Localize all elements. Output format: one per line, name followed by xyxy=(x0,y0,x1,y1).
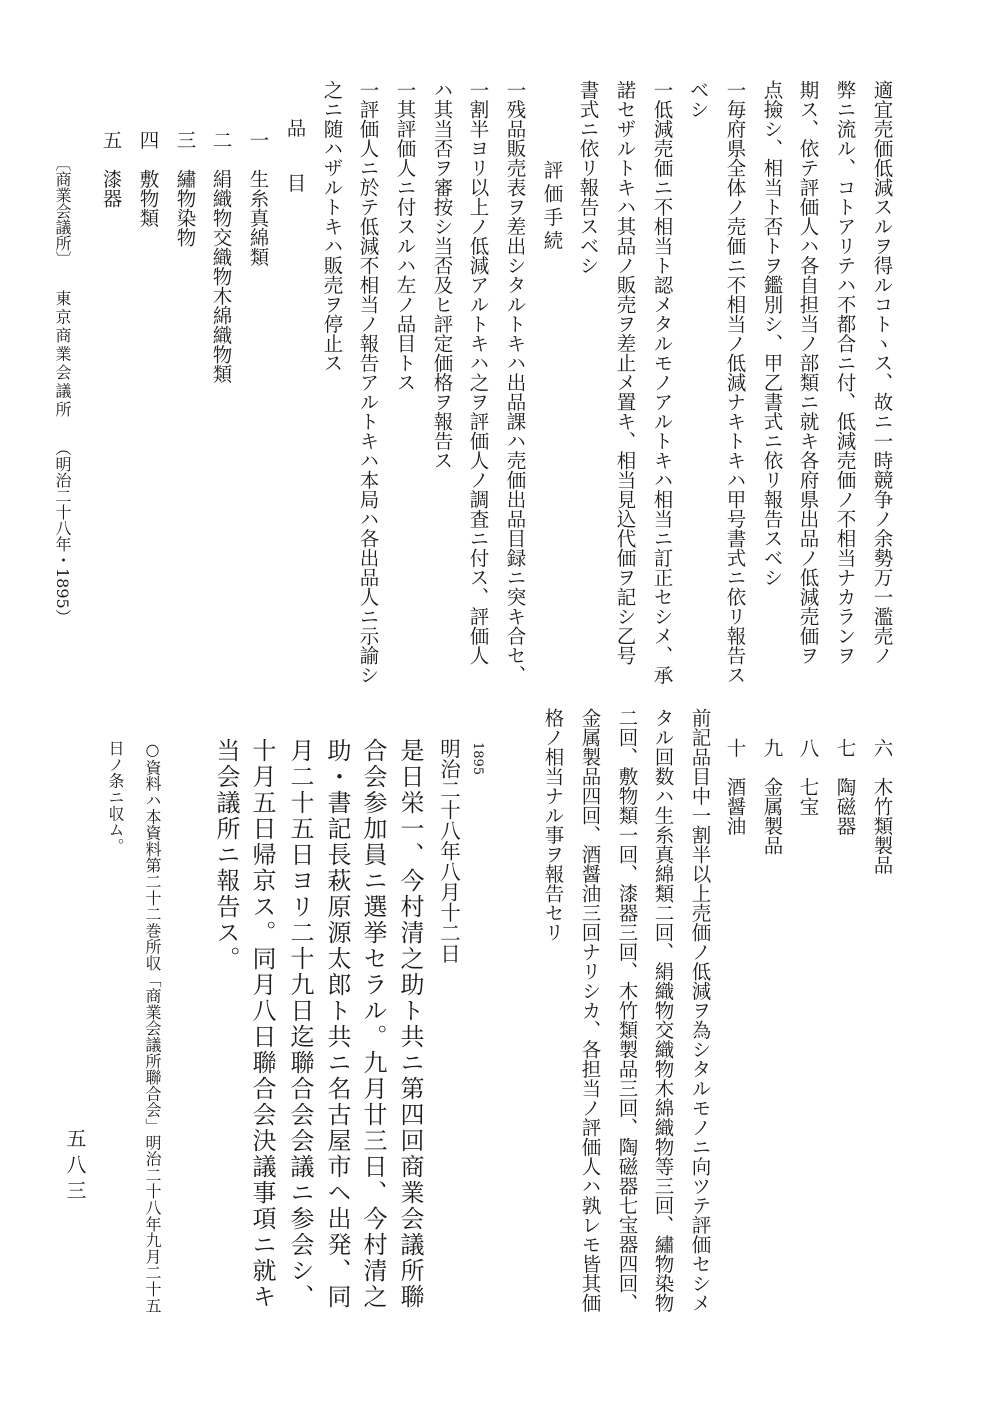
item-entry: 九 金属製品 xyxy=(760,738,784,855)
reference-line: ○資料ハ本資料第二十二巻所収「商業会議所聯合会」明治二十八年九月二十五 xyxy=(143,740,162,1314)
procedure-line: ハ其当否ヲ審按シ当否及ヒ評定価格ヲ報告ス xyxy=(430,80,454,470)
rule-line: 書式ニ依リ報告スベシ xyxy=(576,80,600,275)
procedure-line: 一其評価人ニ付スルハ左ノ品目トス xyxy=(393,80,417,392)
date-heading: 明治二十八年八月十二日 xyxy=(436,738,461,964)
procedure-line: 一割半ヨリ以上ノ低減アルトキハ之ヲ評価人ノ調査ニ付ス、評価人 xyxy=(466,80,490,665)
procedure-line: 一評価人ニ於テ低減不相当ノ報告アルトキハ本局ハ各出品人ニ示諭シ xyxy=(356,80,380,685)
item-entry: 三 繡物染物 xyxy=(173,130,197,247)
result-line: タル回数ハ生糸真綿類二回、絹織物交織物木綿織物等三回、繡物染物 xyxy=(651,708,675,1313)
entry-line: 当会議所ニ報告ス。 xyxy=(212,738,240,972)
reference-line: 日ノ条ニ収ム。 xyxy=(106,740,125,855)
item-entry: 四 敷物類 xyxy=(136,130,160,228)
entry-line: 合会参加員ニ選挙セラル。九月廿三日、今村清之 xyxy=(359,738,387,1310)
item-entry: 七 陶磁器 xyxy=(833,738,857,836)
rule-line: 適宜売価低減スルヲ得ルコトヽス、故ニ一時競争ノ余勢万一濫売ノ xyxy=(870,80,894,665)
entry-line: 是日栄一、今村清之助ト共ニ第四回商業会議所聯 xyxy=(396,738,424,1310)
item-entry: 五 漆器 xyxy=(99,130,123,208)
item-entry: 十 酒醤油 xyxy=(723,738,747,836)
rule-line: 期ス、依テ評価人ハ各自担当ノ部類ニ就キ各府県出品ノ低減売価ヲ xyxy=(796,80,820,665)
source-tag: 〔商業会議所〕 xyxy=(53,155,72,267)
rule-line: 点撿シ、相当ト否トヲ鑑別シ、甲乙書式ニ依リ報告スベシ xyxy=(760,80,784,587)
rule-line: ベシ xyxy=(686,80,710,119)
item-entry: 二 絹織物交織物木綿織物類 xyxy=(209,130,233,384)
result-line: 格ノ相当ナル事ヲ報告セリ xyxy=(541,708,565,942)
result-line: 二回、敷物類一回、漆器三回、木竹類製品三回、陶磁器七宝器四回、 xyxy=(615,708,639,1313)
result-line: 前記品目中一割半以上売価ノ低減ヲ為シタルモノニ向ツテ評価セシメ xyxy=(688,708,712,1313)
procedure-line: 之ニ随ハザルトキハ販売ヲ停止ス xyxy=(320,80,344,373)
page-number: 五八三 xyxy=(63,1128,87,1206)
source-date: （明治二十八年・1895） xyxy=(53,440,72,625)
procedure-line: 一残品販売表ヲ差出シタルトキハ出品課ハ売価出品目録ニ突キ合セ、 xyxy=(503,80,527,685)
items-heading: 品 目 xyxy=(283,118,307,201)
result-line: 金属製品四回、酒醤油三回ナリシカ、各担当ノ評価人ハ孰レモ皆其価 xyxy=(578,708,602,1313)
item-entry: 八 七宝 xyxy=(796,738,820,816)
item-entry: 一 生糸真綿類 xyxy=(246,130,270,267)
rule-line: 諾セザルトキハ其品ノ販売ヲ差止メ置キ、相当見込代価ヲ記シ乙号 xyxy=(613,80,637,665)
rule-line: 一低減売価ニ不相当ト認メタルモノアルトキハ相当ニ訂正セシメ、承 xyxy=(650,80,674,685)
entry-line: 月二十五日ヨリ二十九日迄聯合会会議ニ参会シ、 xyxy=(286,738,314,1310)
entry-line: 助・書記長萩原源太郎ト共ニ名古屋市ヘ出発、同 xyxy=(323,738,351,1310)
entry-line: 十月五日帰京ス。同月八日聯合会決議事項ニ就キ xyxy=(248,738,276,1310)
source-organization: 東京商業会議所 xyxy=(53,290,72,420)
item-entry: 六 木竹類製品 xyxy=(870,738,894,875)
procedure-heading: 評価手続 xyxy=(540,160,564,254)
rule-line: 弊ニ流ル、コトアリテハ不都合ニ付、低減売価ノ不相当ナカランヲ xyxy=(833,80,857,665)
rule-line: 一毎府県全体ノ売価ニ不相当ノ低減ナキトキハ甲号書式ニ依リ報告ス xyxy=(723,80,747,685)
year-gloss: 1895 xyxy=(470,742,485,776)
